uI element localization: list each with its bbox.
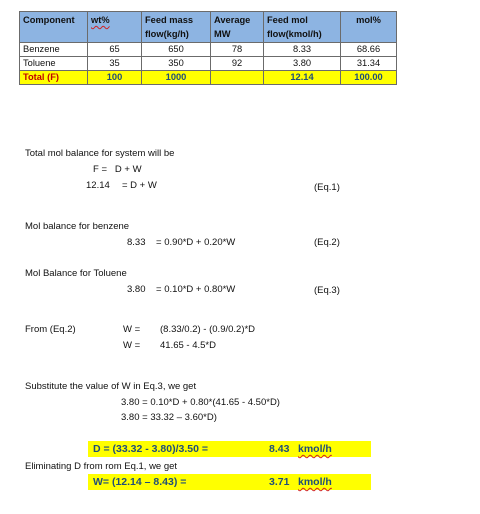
w-label-1: W = [123,324,141,335]
substitute-title: Substitute the value of W in Eq.3, we get [25,381,197,392]
result-w-highlight [88,474,371,490]
header-feed-mol: Feed mol flow(kmol/h) [264,12,341,43]
total-wt: 100 [88,71,142,85]
header-average-mw: Average MW [211,12,264,43]
table-total-row [20,71,397,85]
result-w-unit: kmol/h [298,476,332,488]
from-eq2-label: From (Eq.2) [25,324,76,335]
feed-composition-table [19,11,397,85]
substitute-line-1: 3.80 = 0.10*D + 0.80*(41.65 - 4.50*D) [121,397,280,408]
eq2-tag: (Eq.2) [314,237,340,248]
header-component: Component [20,12,88,43]
result-d-value: 8.43 [269,443,290,455]
cell-feed-mol: 8.33 [264,43,341,57]
cell-mw: 78 [211,43,264,57]
total-label: Total (F) [20,71,88,85]
table-header-row [20,12,397,43]
cell-wt: 35 [88,57,142,71]
cell-feed-mol: 3.80 [264,57,341,71]
result-w-expression: W= (12.14 – 8.43) = [93,476,187,488]
total-balance-title: Total mol balance for system will be [25,148,175,159]
total-feed-mol: 12.14 [264,71,341,85]
eliminating-text: Eliminating D from rom Eq.1, we get [25,461,178,472]
eq3-tag: (Eq.3) [314,285,340,296]
table-row [20,57,397,71]
toluene-balance-title: Mol Balance for Toluene [25,268,127,279]
cell-molpct: 31.34 [341,57,397,71]
w-expression-1: (8.33/0.2) - (0.9/0.2)*D [160,324,256,335]
w-expression-2: 41.65 - 4.5*D [160,340,216,351]
header-wt: wt% [88,12,142,43]
header-feed-mass: Feed mass flow(kg/h) [142,12,211,43]
cell-feed-mass: 350 [142,57,211,71]
benzene-equation: 8.33 = 0.90*D + 0.20*W [127,237,236,248]
result-w-value: 3.71 [269,476,290,488]
cell-component: Benzene [20,43,88,57]
result-d-expression: D = (33.32 - 3.80)/3.50 = [93,443,208,455]
table-row [20,43,397,57]
total-molpct: 100.00 [341,71,397,85]
substitute-line-2: 3.80 = 33.32 – 3.60*D) [121,412,217,423]
cell-feed-mass: 650 [142,43,211,57]
cell-wt: 65 [88,43,142,57]
total-balance-symbolic: F = D + W [93,164,142,175]
result-d-highlight [88,441,371,457]
w-label-2: W = [123,340,141,351]
cell-mw: 92 [211,57,264,71]
result-d-unit: kmol/h [298,443,332,455]
total-balance-rhs: = D + W [122,180,157,191]
toluene-equation: 3.80 = 0.10*D + 0.80*W [127,284,236,295]
total-feed-mass: 1000 [142,71,211,85]
header-molpct: mol% [341,12,397,43]
cell-molpct: 68.66 [341,43,397,57]
total-balance-lhs: 12.14 [86,180,110,191]
benzene-balance-title: Mol balance for benzene [25,221,130,232]
eq1-tag: (Eq.1) [314,182,340,193]
total-mw [211,71,264,85]
cell-component: Toluene [20,57,88,71]
